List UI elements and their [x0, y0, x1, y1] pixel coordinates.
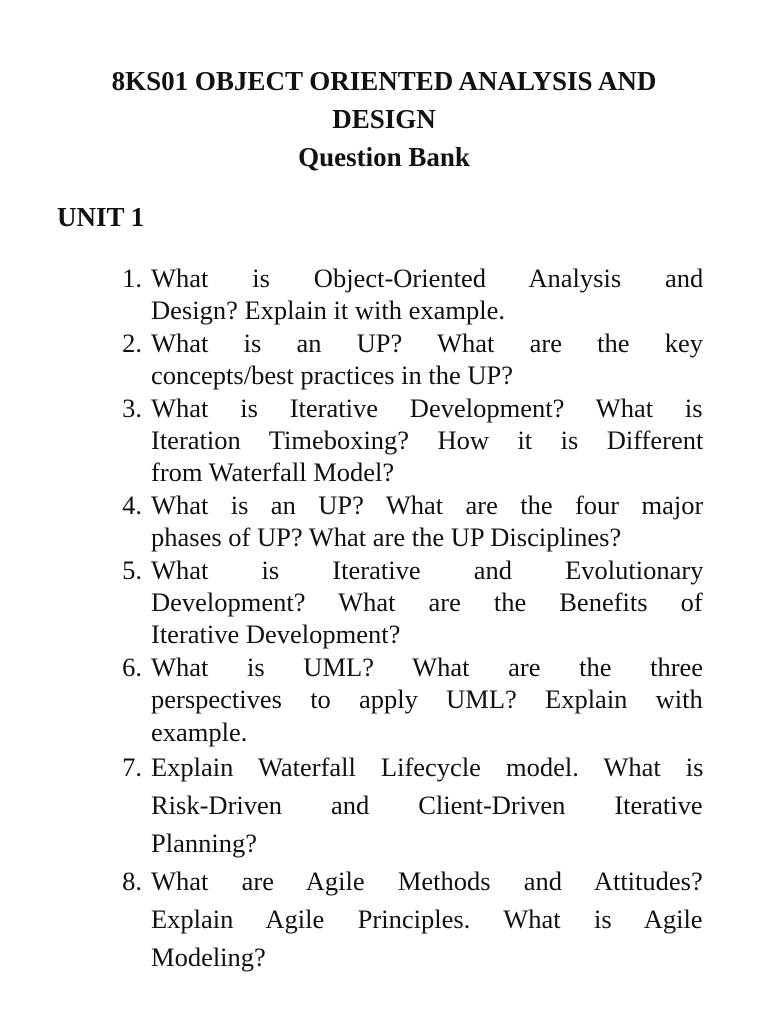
question-line: What is Object-Oriented Analysis and — [151, 263, 703, 293]
document-title-line-1: 8KS01 OBJECT ORIENTED ANALYSIS AND — [111, 66, 657, 96]
question-line: What are Agile Methods and Attitudes? — [151, 866, 703, 897]
question-item-1 — [0, 262, 768, 327]
question-number: 5. — [122, 554, 142, 585]
question-number: 3. — [122, 392, 142, 423]
document-subtitle: Question Bank — [298, 142, 470, 172]
question-line: What is Iterative Development? What is — [151, 392, 703, 423]
question-line: Modeling? — [151, 942, 266, 973]
question-line: Iteration Timeboxing? How it is Different — [151, 425, 703, 456]
question-text — [151, 262, 703, 327]
question-list — [0, 262, 768, 976]
question-item-3 — [0, 392, 768, 489]
question-item-6 — [0, 651, 768, 748]
question-line: example. — [151, 716, 248, 747]
question-item-7 — [0, 748, 768, 862]
document-title-line-2: DESIGN — [332, 104, 436, 134]
question-text — [151, 748, 703, 862]
question-text — [151, 651, 703, 748]
question-line: Iterative Development? — [151, 619, 401, 650]
question-item-2 — [0, 327, 768, 392]
question-line: Explain Agile Principles. What is Agile — [151, 904, 703, 935]
question-number: 2. — [122, 327, 142, 358]
question-item-4 — [0, 489, 768, 554]
question-item-5 — [0, 554, 768, 651]
question-line: phases of UP? What are the UP Disciplines? — [151, 522, 622, 553]
question-line: Explain Waterfall Lifecycle model. What is — [151, 752, 703, 783]
question-number: 6. — [122, 651, 142, 682]
question-line: What is an UP? What are the key — [151, 327, 703, 358]
question-item-8 — [0, 862, 768, 976]
question-text — [151, 392, 703, 489]
question-text — [151, 862, 703, 976]
question-text — [151, 489, 703, 554]
question-number: 1. — [122, 263, 142, 293]
question-line: What is an UP? What are the four major — [151, 489, 703, 520]
question-number: 4. — [122, 489, 142, 520]
question-line: Design? Explain it with example. — [151, 295, 505, 326]
question-line: What is Iterative and Evolutionary — [151, 554, 703, 585]
question-line: concepts/best practices in the UP? — [151, 360, 514, 391]
question-line: from Waterfall Model? — [151, 457, 395, 488]
question-number: 7. — [122, 752, 142, 783]
question-text — [151, 554, 703, 651]
question-line: perspectives to apply UML? Explain with — [151, 684, 703, 715]
question-line: Development? What are the Benefits of — [151, 587, 703, 618]
unit-heading: UNIT 1 — [57, 202, 145, 232]
document-header — [0, 62, 768, 176]
question-line: Planning? — [151, 828, 257, 859]
question-line: Risk-Driven and Client-Driven Iterative — [151, 790, 703, 821]
question-text — [151, 327, 703, 392]
question-line: What is UML? What are the three — [151, 651, 703, 682]
question-number: 8. — [122, 866, 142, 897]
